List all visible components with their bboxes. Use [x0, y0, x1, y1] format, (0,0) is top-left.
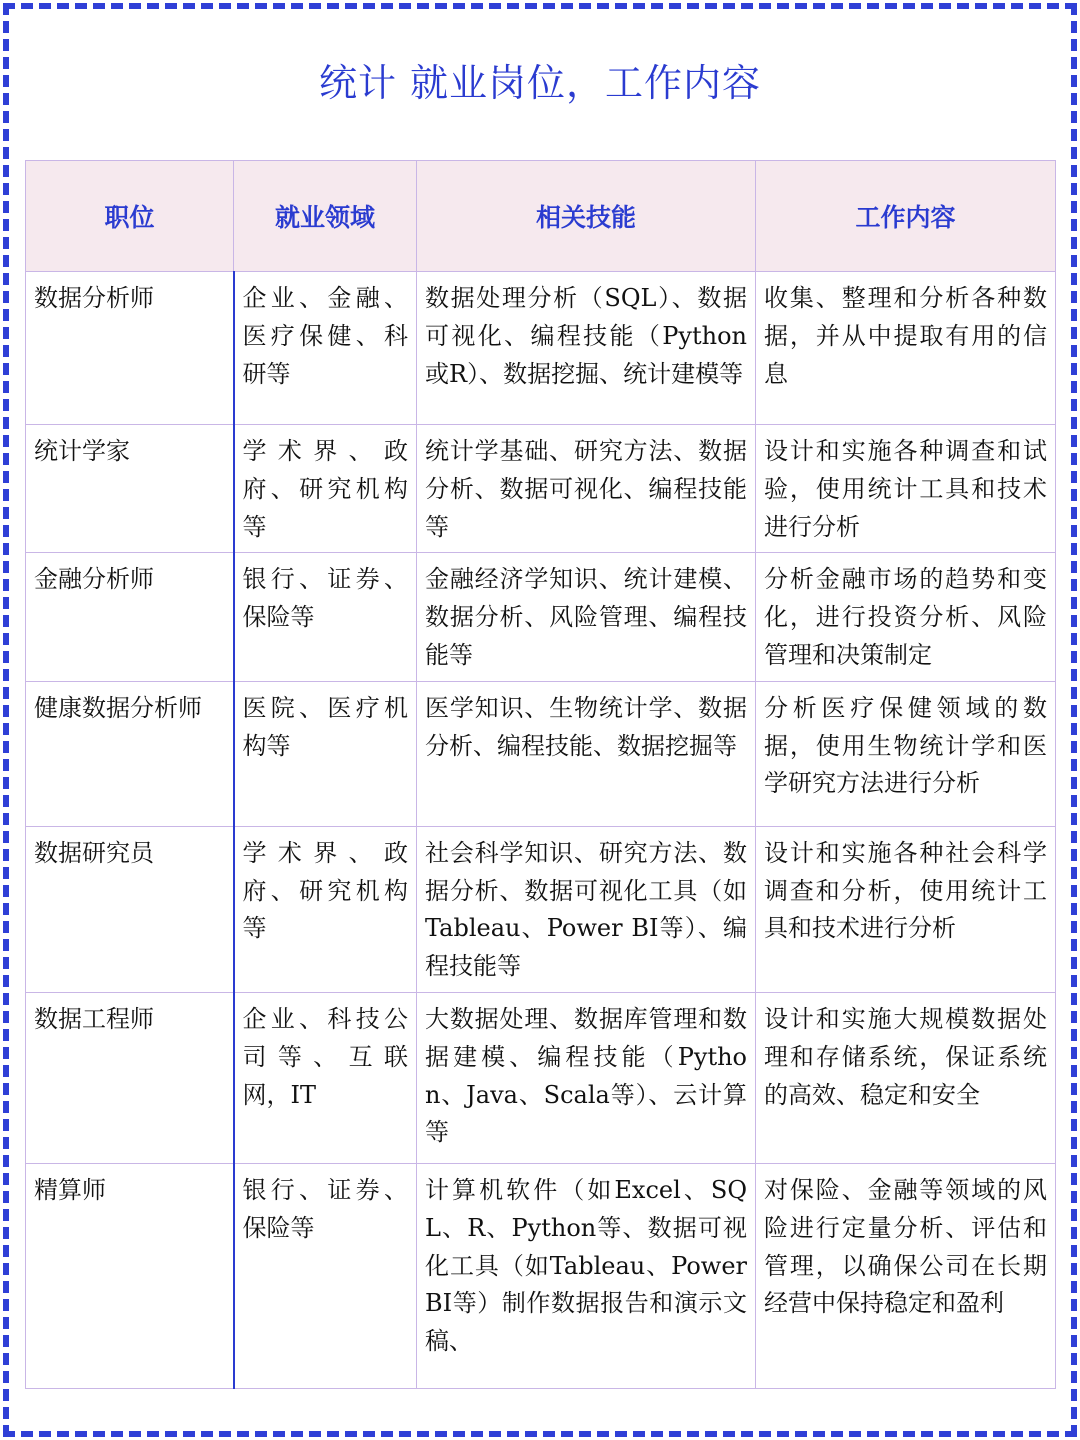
cell-work: 设计和实施各种社会科学调查和分析，使用统计工具和技术进行分析	[756, 826, 1056, 992]
table-row	[26, 992, 1056, 1163]
header-position: 职位	[26, 161, 234, 272]
cell-field: 医院、医疗机构等	[234, 681, 417, 826]
cell-position: 数据工程师	[26, 992, 234, 1163]
header-field: 就业领域	[234, 161, 417, 272]
table-header-row	[26, 161, 1056, 272]
cell-field: 学术界、政府、研究机构等	[234, 425, 417, 553]
cell-work: 设计和实施各种调查和试验，使用统计工具和技术进行分析	[756, 425, 1056, 553]
cell-position: 健康数据分析师	[26, 681, 234, 826]
cell-position: 数据分析师	[26, 272, 234, 425]
cell-position: 精算师	[26, 1163, 234, 1388]
table-row	[26, 1163, 1056, 1388]
cell-field: 银行、证券、保险等	[234, 553, 417, 681]
cell-work: 设计和实施大规模数据处理和存储系统，保证系统的高效、稳定和安全	[756, 992, 1056, 1163]
cell-field: 企业、科技公司等、互联网，IT	[234, 992, 417, 1163]
cell-field: 学术界、政府、研究机构等	[234, 826, 417, 992]
header-work: 工作内容	[756, 161, 1056, 272]
cell-skills: 金融经济学知识、统计建模、数据分析、风险管理、编程技能等	[417, 553, 756, 681]
cell-work: 分析医疗保健领域的数据，使用生物统计学和医学研究方法进行分析	[756, 681, 1056, 826]
table-row	[26, 272, 1056, 425]
cell-position: 统计学家	[26, 425, 234, 553]
cell-skills: 数据处理分析（SQL）、数据可视化、编程技能（Python或R）、数据挖掘、统计建模等	[417, 272, 756, 425]
cell-skills: 大数据处理、数据库管理和数据建模、编程技能（Python、Java、Scala等）、云计算等	[417, 992, 756, 1163]
page-title: 统计 就业岗位，工作内容	[318, 61, 762, 105]
table-row	[26, 553, 1056, 681]
cell-work: 收集、整理和分析各种数据，并从中提取有用的信息	[756, 272, 1056, 425]
jobs-table	[25, 160, 1056, 1389]
cell-field: 银行、证券、保险等	[234, 1163, 417, 1388]
cell-work: 对保险、金融等领域的风险进行定量分析、评估和管理，以确保公司在长期经营中保持稳定和盈利	[756, 1163, 1056, 1388]
table-row	[26, 425, 1056, 553]
header-skills: 相关技能	[417, 161, 756, 272]
cell-position: 数据研究员	[26, 826, 234, 992]
cell-work: 分析金融市场的趋势和变化，进行投资分析、风险管理和决策制定	[756, 553, 1056, 681]
cell-skills: 社会科学知识、研究方法、数据分析、数据可视化工具（如Tableau、Power BI等）、编程技能等	[417, 826, 756, 992]
table-row	[26, 681, 1056, 826]
table-row	[26, 826, 1056, 992]
cell-field: 企业、金融、医疗保健、科研等	[234, 272, 417, 425]
cell-skills: 医学知识、生物统计学、数据分析、编程技能、数据挖掘等	[417, 681, 756, 826]
cell-position: 金融分析师	[26, 553, 234, 681]
cell-skills: 统计学基础、研究方法、数据分析、数据可视化、编程技能等	[417, 425, 756, 553]
cell-skills: 计算机软件（如Excel、SQL、R、Python等、数据可视化工具（如Tableau、Power BI等）制作数据报告和演示文稿、	[417, 1163, 756, 1388]
